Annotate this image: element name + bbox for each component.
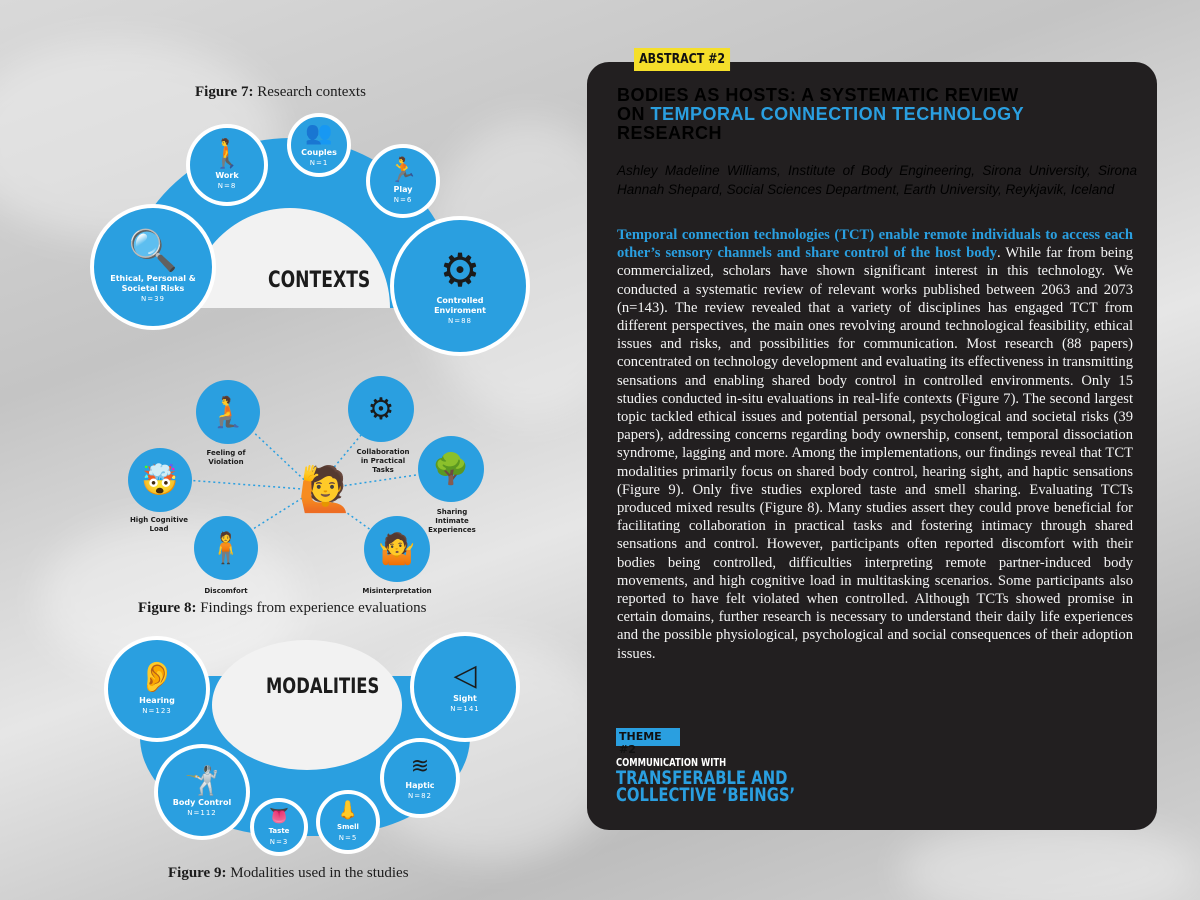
figure7-center-title: CONTEXTS — [268, 268, 371, 293]
finding-node-cognitive-load — [128, 448, 192, 512]
ear-icon: 👂 — [138, 659, 176, 695]
tree-person-icon: 🌳 — [432, 452, 470, 486]
abstract-authors: Ashley Madeline Williams, Institute of Body Engineering, Sirona University, Sirona Hannah Shepard, Social Sciences Department, Earth University, Reykjavik, Iceland — [617, 163, 1137, 197]
figure7-caption: Figure 7: Research contexts — [195, 84, 366, 100]
context-node-controlled-environment: ⚙ Controlled Enviroment N=88 — [390, 216, 530, 356]
finding-label-violation: Feeling of Violation — [206, 449, 246, 467]
figure9-center-title: MODALITIES — [266, 674, 380, 698]
discomfort-person-icon: 🧍 — [207, 531, 245, 565]
finding-node-collaboration — [348, 376, 414, 442]
finding-label-collaboration: Collaboration in Practical Tasks — [356, 448, 410, 475]
work-icon: 🚶 — [209, 136, 245, 170]
abstract-body-text: . While far from being commercialized, scholars have shown significant interest in this technology. We conducted a systematic review of relevant works published between 2063 and 2073 (n=143). The review revealed that a variety of disciplines has engaged TCT from different perspectives, the main ones revolving around technological feasibility, ethical issues and risks, and possibilities for communication. Most research (88 papers) concentrated on technology development and evaluating its effectiveness in transmitting sensations and enabling shared body control in controlled environments. Only 15 studies conducted in-situ evaluations in real-life contexts (Figure 7). The second largest topic tackled ethical issues and potential personal, psychological and societal risks (39 papers), addressing concerns regarding body ownership, consent, temporal dissociation syndrome, lagging and more. Among the implementations, our findings reveal that TCT modalities primarily focus on shared body control, hearing sight, and haptic sensations (Figure 9). Only five studies explored taste and smell sharing. Evaluating TCTs produced mixed results (Figure 8). Many studies assert they could prove beneficial for facilitating collaboration in practical tasks and fostering intimacy through shared sensations and control. However, participants often reported discomfort with their bodies being controlled, difficulties interpreting remote partner-induced body movements, and high cognitive load in multitasking scenarios. Some participants also reported to have felt violated when controlled. Although TCTs showed promise in certain domains, further research is necessary to understand their daily life experiences and the possible physiological, psychological and social consequences of their adoption issues. — [617, 245, 1133, 662]
warning-magnifier-icon: 🔍 — [128, 228, 178, 275]
tongue-icon: 👅 — [269, 806, 289, 826]
gear-person-icon: ⚙ — [367, 392, 395, 426]
abstract-lead: Temporal connection technologies (TCT) enable remote individuals to access each other’s sensory channels and share control of the host body — [617, 227, 1133, 262]
couple-icon: 👥 — [305, 120, 333, 146]
gear-arrows-icon: ⚙ — [439, 243, 481, 298]
figure8-caption: Figure 8: Findings from experience evaluations — [138, 600, 427, 616]
finding-node-intimate — [418, 436, 484, 502]
finding-node-discomfort — [194, 516, 258, 580]
abstract-body — [617, 226, 1133, 663]
body-control-icon: 🤺 — [184, 763, 220, 797]
eye-beam-icon: ◁ — [453, 657, 477, 693]
modality-node-hearing: 👂 Hearing N=123 — [104, 636, 210, 742]
finding-label-discomfort: Discomfort — [204, 587, 248, 595]
modality-node-smell: 👃 Smell N=5 — [316, 790, 380, 854]
central-person-icon: 🙋 — [298, 464, 353, 515]
theme-title: TRANSFERABLE AND COLLECTIVE ‘BEINGS’ — [616, 767, 796, 806]
crouching-person-icon: 🧎 — [209, 395, 247, 429]
theme-subtitle: COMMUNICATION WITH — [616, 757, 727, 769]
abstract-tag: ABSTRACT #2 — [634, 48, 730, 71]
context-node-work: 🚶 Work N=8 — [186, 124, 268, 206]
play-icon: 🏃 — [388, 155, 418, 184]
theme-tag: THEME #2 — [616, 728, 680, 746]
finding-node-violation — [196, 380, 260, 444]
finding-label-misinterpretation: Misinterpretation — [362, 587, 432, 595]
confused-person-icon: 🤷 — [378, 532, 416, 566]
finding-label-intimate: Sharing Intimate Experiences — [428, 508, 476, 535]
figure9-caption: Figure 9: Modalities used in the studies — [168, 865, 409, 881]
context-node-couples: 👥 Couples N=1 — [287, 113, 351, 177]
modality-node-haptic: ≋ Haptic N=82 — [380, 738, 460, 818]
context-node-play: 🏃 Play N=6 — [366, 144, 440, 218]
modality-node-body-control: 🤺 Body Control N=112 — [154, 744, 250, 840]
finding-label-cognitive-load: High Cognitive Load — [129, 516, 189, 534]
context-node-ethical-risks: 🔍 Ethical, Personal & Societal Risks N=39 — [90, 204, 216, 330]
abstract-title: BODIES AS HOSTS: A SYSTEMATIC REVIEW ON TEMPORAL CONNECTION TECHNOLOGY RESEARCH — [617, 85, 1025, 143]
modality-node-sight: ◁ Sight N=141 — [410, 632, 520, 742]
overloaded-person-icon: 🤯 — [141, 463, 179, 497]
modality-node-taste: 👅 Taste N=3 — [250, 798, 308, 856]
haptic-icon: ≋ — [410, 753, 430, 779]
nose-icon: 👃 — [336, 800, 360, 822]
finding-node-misinterpretation — [364, 516, 430, 582]
